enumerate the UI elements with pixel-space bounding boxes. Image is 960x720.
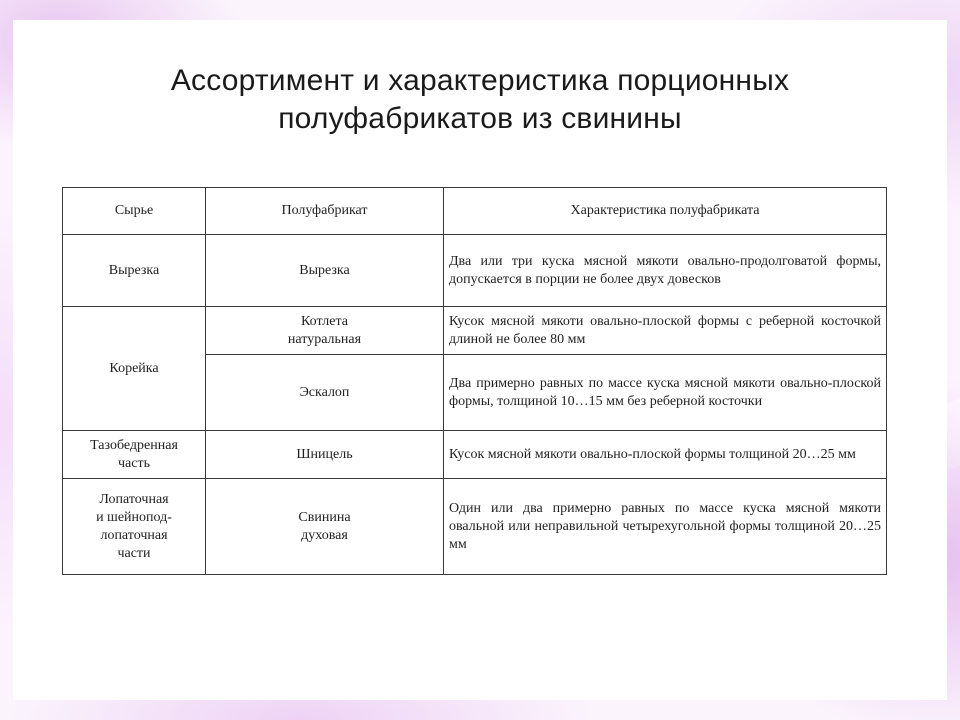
title-line-1: Ассортимент и характеристика порционных	[170, 64, 790, 97]
header-product: Полуфабрикат	[206, 188, 444, 235]
cell-raw: Тазобедренная часть	[63, 431, 206, 479]
cell-description: Два примерно равных по массе куска мясной мякоти овально-плоской формы, толщиной 10…15 мм без реберной косточки	[444, 355, 887, 431]
table-header-row	[63, 188, 887, 235]
cell-product: Котлета натуральная	[206, 307, 444, 355]
header-raw: Сырье	[63, 188, 206, 235]
table-row	[63, 235, 887, 307]
table-row	[63, 479, 887, 575]
slide-title	[0, 62, 960, 138]
cell-raw: Корейка	[63, 307, 206, 431]
cell-product: Шницель	[206, 431, 444, 479]
cell-description: Кусок мясной мякоти овально-плоской формы толщиной 20…25 мм	[444, 431, 887, 479]
cell-description: Два или три куска мясной мякоти овально-продолговатой формы, допускается в порции не более двух довесков	[444, 235, 887, 307]
products-table	[62, 187, 887, 575]
cell-raw: Лопаточная и шейнопод- лопаточная части	[63, 479, 206, 575]
cell-product: Вырезка	[206, 235, 444, 307]
table-row	[63, 307, 887, 355]
cell-raw: Вырезка	[63, 235, 206, 307]
table-row	[63, 431, 887, 479]
cell-product: Свинина духовая	[206, 479, 444, 575]
header-description: Характеристика полуфабриката	[444, 188, 887, 235]
cell-product: Эскалоп	[206, 355, 444, 431]
cell-description: Кусок мясной мякоти овально-плоской формы с реберной косточкой длиной не более 80 мм	[444, 307, 887, 355]
title-line-2: полуфабрикатов из свинины	[278, 102, 682, 135]
cell-description: Один или два примерно равных по массе куска мясной мякоти овальной или неправильной четырехугольной формы толщиной 20…25 мм	[444, 479, 887, 575]
